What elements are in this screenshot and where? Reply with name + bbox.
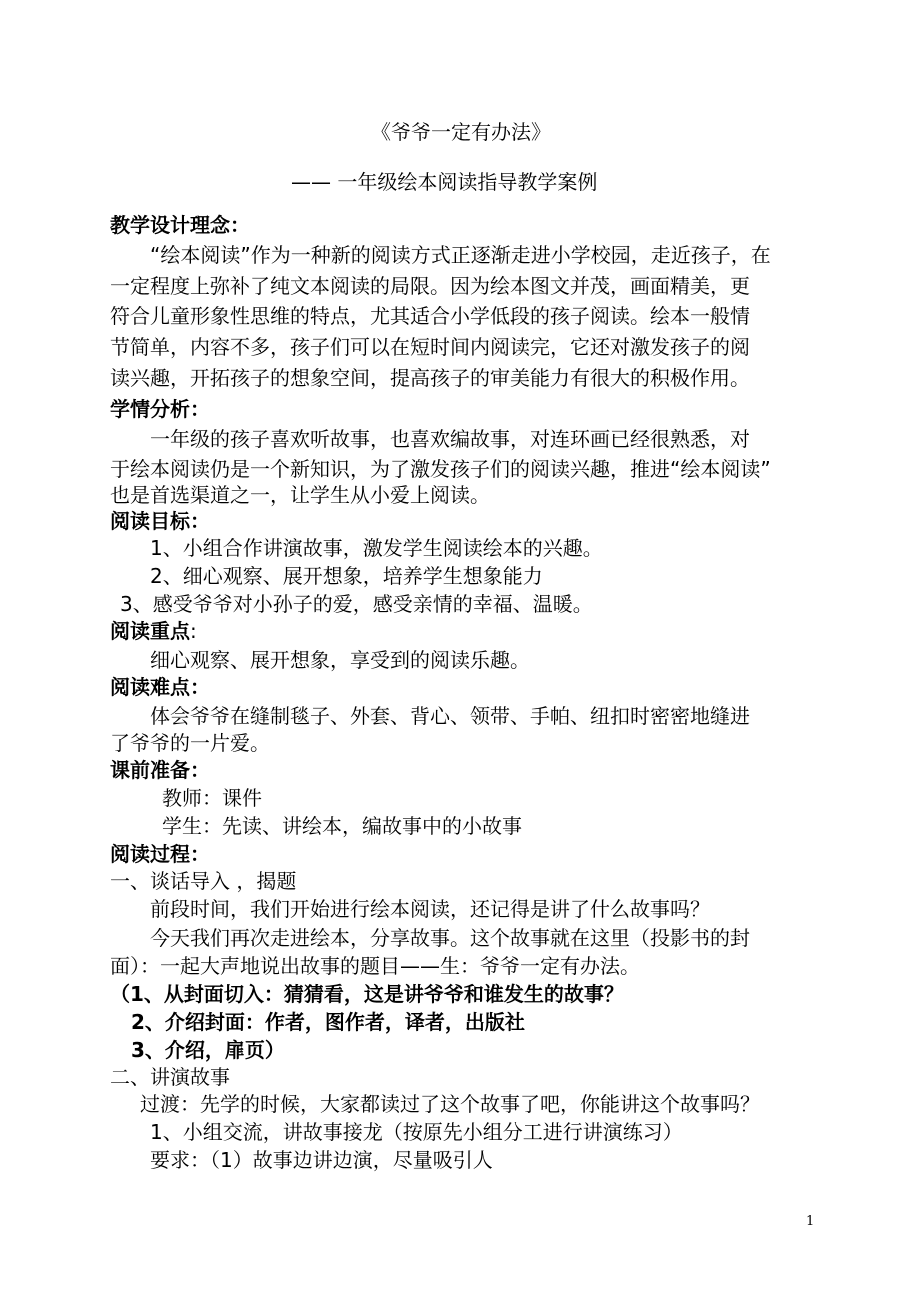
paragraph-line: 前段时间，我们开始进行绘本阅读，还记得是讲了什么故事吗？ [150,897,710,921]
process-step: 二、讲演故事 [110,1065,230,1089]
paragraph-line: “绘本阅读”作为一种新的阅读方式正逐渐走进小学校园，走近孩子，在 [150,243,771,267]
paragraph-line: 也是首选渠道之一，让学生从小爱上阅读。 [110,483,490,507]
paragraph-line: 于绘本阅读仍是一个新知识，为了激发孩子们的阅读兴趣，推进“绘本阅读” [110,457,771,481]
section-heading-reading-process: 阅读过程： [110,842,210,866]
bold-note-line: 2、介绍封面：作者，图作者，译者，出版社 [131,1010,525,1034]
section-heading-reading-goals: 阅读目标： [110,509,210,533]
process-step: 一、谈话导入 ，揭题 [110,869,297,893]
paragraph-line: 了爷爷的一片爱。 [110,731,270,755]
paragraph-line: 面）：一起大声地说出故事的题目——生：爷爷一定有办法。 [110,954,640,978]
section-heading-student-analysis: 学情分析： [110,397,210,421]
section-heading-reading-difficulty: 阅读难点： [110,675,210,699]
section-heading-reading-focus [110,617,197,645]
bold-note-line: （1、从封面切入：猜猜看，这是讲爷爷和谁发生的故事？ [110,982,624,1006]
section-heading-preparation: 课前准备： [110,758,210,782]
paragraph-line: 读兴趣，开拓孩子的想象空间，提高孩子的审美能力有很大的积极作用。 [110,366,750,390]
paragraph-line: 体会爷爷在缝制毯子、外套、背心、领带、手帕、纽扣时密密地缝进 [150,704,750,728]
bold-note-line: 3、介绍，扉页） [131,1038,285,1062]
paragraph-line: 1、小组交流，讲故事接龙（按原先小组分工进行讲演练习） [150,1120,683,1144]
page-number: 1 [806,1214,815,1229]
document-title: 《爷爷一定有办法》 [371,120,551,144]
paragraph-line: 细心观察、展开想象，享受到的阅读乐趣。 [150,648,530,672]
list-item: 学生：先读、讲绘本，编故事中的小故事 [162,814,522,838]
paragraph-line: 今天我们再次走进绘本，分享故事。这个故事就在这里（投影书的封 [150,926,750,950]
list-item: 1、小组合作讲演故事，激发学生阅读绘本的兴趣。 [150,536,603,560]
paragraph-line: 要求：（1）故事边讲边演，尽量吸引人 [150,1148,493,1172]
paragraph-line: 符合儿童形象性思维的特点，尤其适合小学低段的孩子阅读。绘本一般情 [110,304,750,328]
list-item: 教师：课件 [162,786,262,810]
heading-text: 阅读重点 [110,619,190,643]
paragraph-line: 过渡：先学的时候，大家都读过了这个故事了吧，你能讲这个故事吗？ [140,1092,760,1116]
list-item: 2、细心观察、展开想象，培养学生想象能力 [150,564,543,588]
paragraph-line: 节简单，内容不多，孩子们可以在短时间内阅读完，它还对激发孩子的阅 [110,335,750,359]
section-heading-design-concept: 教学设计理念： [110,213,250,237]
heading-colon: : [190,619,197,643]
paragraph-line: 一定程度上弥补了纯文本阅读的局限。因为绘本图文并茂，画面精美，更 [110,274,750,298]
document-subtitle: —— 一年级绘本阅读指导教学案例 [291,170,598,194]
list-item: 3、感受爷爷对小孙子的爱，感受亲情的幸福、温暖。 [120,592,593,616]
paragraph-line: 一年级的孩子喜欢听故事，也喜欢编故事，对连环画已经很熟悉，对 [150,427,750,451]
